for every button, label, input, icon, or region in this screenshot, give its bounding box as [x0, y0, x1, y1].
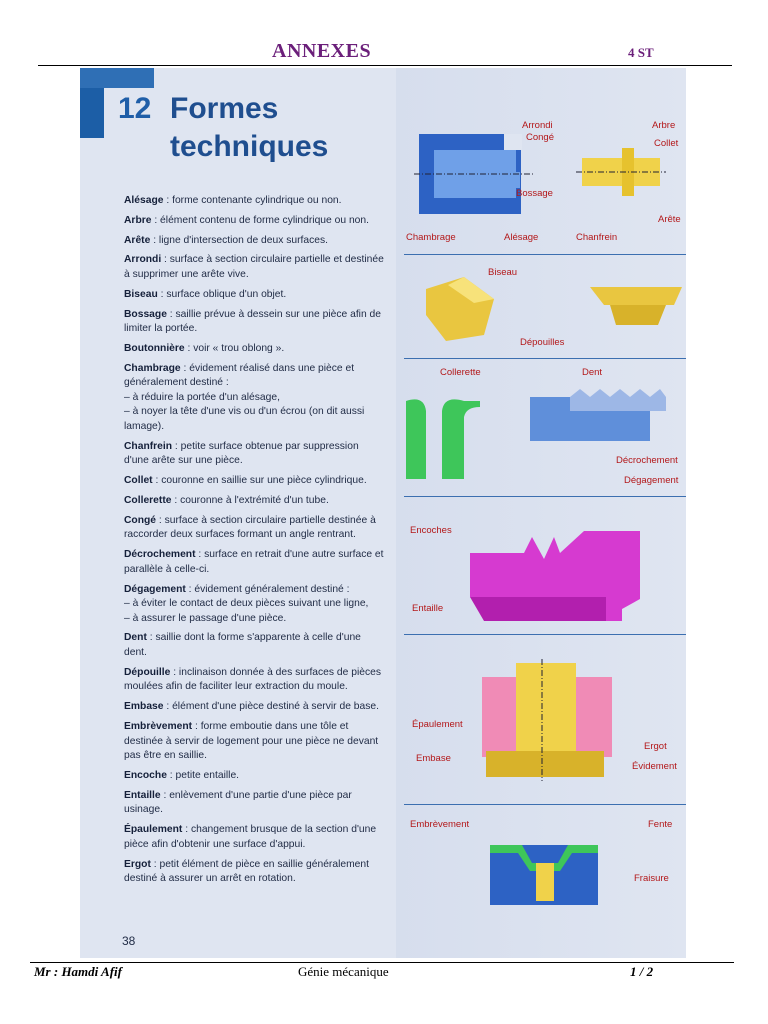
glossary-definition: : forme emboutie dans une tôle et destinée à servir de logement pour une pièce ne devant pas être en saillie.	[124, 721, 379, 762]
footer-page: 1 / 2	[630, 964, 654, 979]
glossary-definition: : saillie prévue à dessein sur une pièce afin de limiter la portée.	[124, 308, 382, 335]
glossary-definition: : élément contenu de forme cylindrique ou non.	[151, 214, 369, 226]
section-marker-top	[80, 68, 154, 88]
scanned-page	[80, 68, 686, 958]
label-conge: Congé	[526, 132, 554, 143]
glossary-definition: : surface à section circulaire partielle destinée à raccorder deux surfaces formant un angle rentrant.	[124, 514, 376, 541]
glossary-entry	[124, 494, 386, 509]
glossary-entry	[124, 308, 386, 337]
glossary-entry	[124, 362, 386, 435]
glossary-definition: : saillie dont la forme s'apparente à celle d'une dent.	[124, 632, 361, 659]
glossary-entry	[124, 858, 386, 887]
label-decrochement: Décrochement	[616, 455, 678, 466]
glossary-definition: : petite surface obtenue par suppression d'une arête sur une pièce.	[124, 440, 359, 467]
glossary-term: Arrondi	[124, 254, 162, 266]
figure-tube-teeth-drawing	[404, 359, 686, 497]
glossary-definition: : évidement généralement destiné :	[185, 583, 350, 595]
section-title-line2: techniques	[170, 130, 329, 163]
glossary-entry	[124, 253, 386, 282]
bore-round	[504, 134, 522, 150]
glossary-entry	[124, 823, 386, 852]
glossary-definition: : surface oblique d'un objet.	[157, 288, 287, 300]
glossary-term: Dépouille	[124, 666, 171, 678]
label-arrondi: Arrondi	[522, 120, 553, 131]
section-title-line1: Formes	[170, 92, 279, 125]
glossary-term: Congé	[124, 514, 157, 526]
label-evidement: Évidement	[632, 761, 677, 772]
glossary-definition: : élément d'une pièce destiné à servir de base.	[163, 701, 379, 713]
glossary-term: Entaille	[124, 789, 161, 801]
glossary-term: Épaulement	[124, 824, 183, 836]
glossary-term: Alésage	[124, 195, 164, 206]
footer-rule	[30, 962, 734, 963]
page-number: 38	[122, 934, 136, 948]
figure-bevel-drawing	[404, 255, 686, 359]
glossary-entry	[124, 514, 386, 543]
glossary-entry	[124, 214, 386, 229]
glossary-entry	[124, 583, 386, 627]
glossary-term: Ergot	[124, 858, 151, 870]
figure-shoulder	[404, 634, 686, 805]
glossary-entry	[124, 194, 386, 209]
glossary-entry	[124, 342, 386, 357]
glossary-definition: : voir « trou oblong ».	[184, 342, 285, 354]
glossary-definition: : couronne en saillie sur une pièce cylindrique.	[152, 475, 367, 487]
label-dent: Dent	[582, 367, 603, 378]
figure-recess-drawing	[404, 805, 686, 925]
glossary-entry	[124, 720, 386, 764]
glossary-term: Encoche	[124, 769, 167, 781]
label-biseau: Biseau	[488, 267, 518, 278]
glossary-term: Bossage	[124, 308, 167, 320]
glossary-term: Boutonnière	[124, 342, 185, 354]
label-entaille: Entaille	[412, 603, 444, 614]
label-epaulement: Épaulement	[412, 719, 463, 730]
figure-tube-teeth	[404, 358, 686, 497]
base	[486, 751, 604, 777]
page-title: ANNEXES	[272, 40, 372, 62]
glossary-definition: : surface à section circulaire partielle et destinée à supprimer une arête vive.	[124, 254, 384, 280]
header-rule	[38, 65, 732, 66]
glossary-term: Dent	[124, 632, 147, 644]
glossary-entry	[124, 548, 386, 577]
glossary-term: Arbre	[124, 214, 152, 226]
glossary-list	[124, 194, 386, 892]
figure-bore-shaft-drawing	[404, 116, 686, 254]
label-arbre: Arbre	[652, 120, 676, 131]
label-bossage: Bossage	[516, 188, 553, 199]
footer-subject: Génie mécanique	[298, 964, 389, 979]
section-number: 12	[118, 92, 152, 125]
glossary-definition: : ligne d'intersection de deux surfaces.	[150, 234, 329, 246]
glossary-term: Décrochement	[124, 549, 196, 561]
figure-recess	[404, 804, 686, 925]
glossary-entry	[124, 474, 386, 489]
label-arete: Arête	[658, 214, 681, 225]
glossary-definition: : enlèvement d'une partie d'une pièce par usinage.	[124, 789, 352, 816]
glossary-term: Dégagement	[124, 583, 186, 595]
teeth	[570, 389, 666, 411]
glossary-term: Embrèvement	[124, 721, 193, 732]
label-embrevement: Embrèvement	[410, 819, 470, 830]
footer-author: Mr : Hamdi Afif	[34, 964, 122, 979]
page-header	[40, 36, 730, 66]
glossary-term: Chanfrein	[124, 440, 173, 452]
label-fraisure: Fraisure	[634, 873, 669, 884]
glossary-subitem: – à assurer le passage d'une pièce.	[124, 612, 287, 624]
label-fente: Fente	[648, 819, 673, 830]
glossary-term: Embase	[124, 701, 164, 713]
label-depouilles: Dépouilles	[520, 337, 565, 348]
figure-bevel	[404, 254, 686, 359]
glossary-term: Biseau	[124, 288, 158, 300]
label-alesage: Alésage	[504, 232, 539, 243]
label-chanfrein: Chanfrein	[576, 232, 618, 243]
glossary-entry	[124, 789, 386, 818]
figure-bore-shaft	[404, 116, 686, 254]
glossary-definition: : inclinaison donnée à des surfaces de pièces moulées afin de faciliter leur extraction du moule.	[124, 666, 381, 693]
label-encoches: Encoches	[410, 525, 452, 536]
glossary-entry	[124, 440, 386, 469]
glossary-term: Collet	[124, 475, 153, 487]
label-collet: Collet	[654, 138, 679, 149]
glossary-entry	[124, 769, 386, 784]
glossary-definition: : évidement réalisé dans une pièce et généralement destiné :	[124, 362, 355, 389]
glossary-definition: : changement brusque de la section d'une pièce afin d'obtenir une surface d'appui.	[124, 824, 377, 850]
glossary-definition: : petit élément de pièce en saillie généralement destiné à assurer un arrêt en rotation.	[124, 858, 369, 885]
label-collerette: Collerette	[440, 367, 481, 378]
glossary-term: Arête	[124, 234, 151, 246]
class-level: 4 ST	[628, 45, 654, 60]
flange-tube	[406, 399, 480, 479]
glossary-subitem: – à noyer la tête d'une vis ou d'un écrou (on dit aussi lamage).	[124, 406, 365, 433]
glossary-subitem: – à réduire la portée d'un alésage,	[124, 391, 280, 403]
glossary-term: Collerette	[124, 494, 172, 506]
label-degagement: Dégagement	[624, 475, 679, 486]
glossary-entry	[124, 631, 386, 660]
glossary-definition: : couronne à l'extrémité d'un tube.	[171, 494, 329, 506]
glossary-entry	[124, 234, 386, 249]
figure-notches	[404, 496, 686, 635]
section-title	[170, 90, 328, 166]
glossary-definition: : forme contenante cylindrique ou non.	[163, 195, 342, 206]
label-embase: Embase	[416, 753, 451, 764]
glossary-definition: : surface en retrait d'une autre surface et parallèle à celle-ci.	[124, 549, 384, 575]
glossary-term: Chambrage	[124, 362, 181, 374]
screw	[536, 863, 554, 901]
figure-shoulder-drawing	[404, 635, 686, 805]
glossary-entry	[124, 700, 386, 715]
label-ergot: Ergot	[644, 741, 667, 752]
glossary-subitem: – à éviter le contact de deux pièces suivant une ligne,	[124, 598, 369, 610]
label-chambrage: Chambrage	[406, 232, 456, 243]
draft-part	[590, 287, 682, 305]
glossary-entry	[124, 666, 386, 695]
glossary-definition: : petite entaille.	[166, 769, 240, 781]
shoulder-shaft	[516, 663, 576, 763]
figure-notches-drawing	[404, 497, 686, 635]
glossary-entry	[124, 288, 386, 303]
